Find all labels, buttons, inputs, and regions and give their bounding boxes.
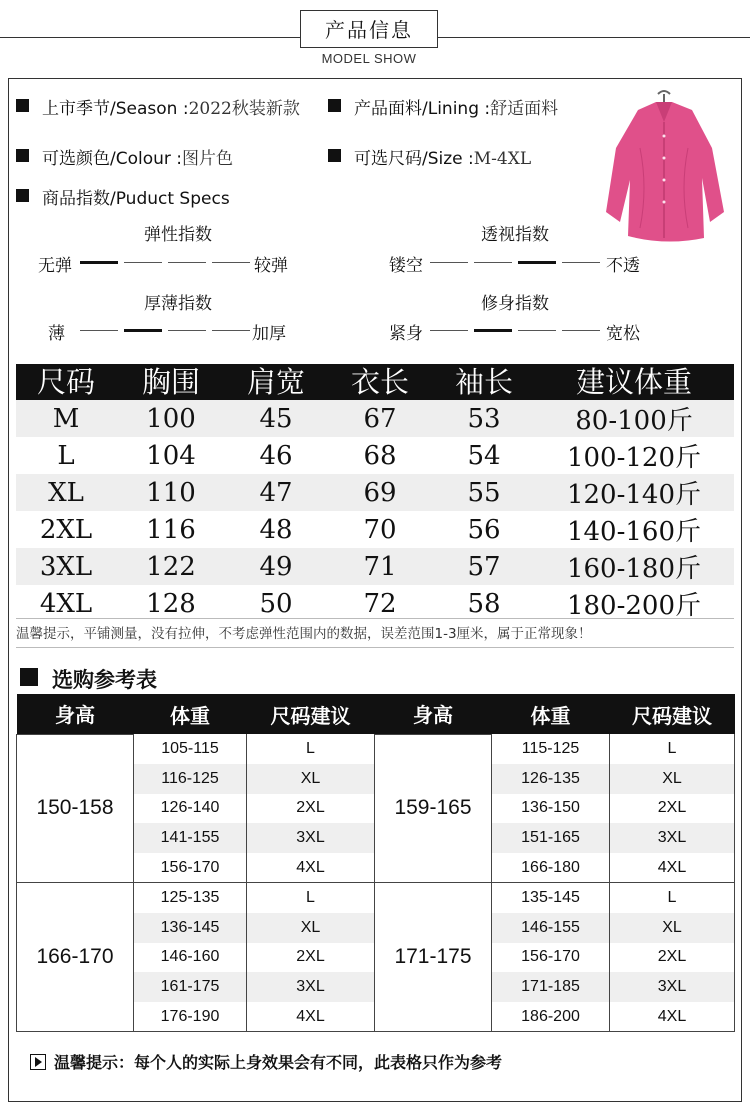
page-subtitle: MODEL SHOW	[321, 51, 417, 66]
lining-value: 舒适面料	[490, 99, 559, 119]
size-col-header: 衣长	[326, 364, 434, 400]
size-cell: 120-140斤	[534, 474, 734, 511]
height-range-cell: 159-165	[375, 734, 492, 883]
size-label: 可选尺码/Size :	[354, 149, 474, 169]
weight-cell: 126-140	[134, 794, 247, 824]
weight-cell: 115-125	[492, 734, 610, 764]
size-suggest-cell: 4XL	[247, 1002, 375, 1032]
size-cell: 67	[326, 400, 434, 437]
weight-cell: 135-145	[492, 883, 610, 913]
size-cell: 140-160斤	[566, 517, 702, 547]
size-cell: 46	[259, 440, 293, 471]
guide-table-header	[17, 694, 735, 734]
guide-col-header: 身高	[375, 694, 492, 734]
size-cell: 128	[146, 588, 196, 619]
size-cell: 55	[434, 474, 534, 511]
colour-label: 可选颜色/Colour :	[42, 149, 183, 169]
size-cell: 4XL	[39, 588, 93, 619]
size-col-header: 袖长	[434, 364, 534, 400]
size-info	[354, 144, 531, 169]
bullet-square	[20, 668, 38, 686]
scale-segment	[124, 329, 162, 332]
weight-cell: 126-135	[492, 764, 610, 794]
header-rule-right	[438, 37, 750, 38]
scale-segment	[518, 330, 556, 331]
size-suggest-cell: L	[610, 883, 735, 913]
scale-title: 修身指数	[481, 294, 549, 314]
guide-col-header: 身高	[17, 694, 134, 734]
scale-segment	[124, 262, 162, 263]
guide-col-header: 尺码建议	[247, 694, 375, 734]
specs-label: 商品指数/Puduct Specs	[42, 189, 230, 209]
scale-segment	[168, 262, 206, 263]
size-cell: 122	[116, 548, 226, 585]
scale-right-label: 宽松	[606, 324, 640, 344]
scale-right-label: 加厚	[252, 324, 286, 344]
size-cell: 58	[467, 588, 501, 619]
size-suggest-cell: XL	[610, 913, 735, 943]
size-cell: 53	[434, 400, 534, 437]
table-row	[16, 400, 734, 437]
size-cell: 50	[259, 588, 293, 619]
size-cell: 180-200斤	[566, 591, 702, 621]
size-cell: 49	[226, 548, 326, 585]
size-value: M-4XL	[473, 149, 532, 169]
weight-cell: 161-175	[134, 972, 247, 1002]
weight-cell: 171-185	[492, 972, 610, 1002]
weight-cell: 156-170	[492, 943, 610, 973]
size-cell: 2XL	[39, 514, 93, 545]
size-suggest-cell: 4XL	[610, 853, 735, 883]
season-value: 2022秋装新款	[188, 99, 300, 119]
weight-cell: 136-150	[492, 794, 610, 824]
size-cell: 70	[363, 514, 397, 545]
pink-shirt-image	[600, 88, 728, 248]
size-col-header: 肩宽	[226, 364, 326, 400]
scale-segment	[212, 330, 250, 331]
size-suggest-cell: 3XL	[247, 972, 375, 1002]
size-cell: M	[16, 400, 116, 437]
lining-info	[354, 94, 558, 119]
scale-segment	[430, 330, 468, 331]
size-cell: 57	[434, 548, 534, 585]
size-suggest-cell: 3XL	[247, 823, 375, 853]
size-cell: 100	[116, 400, 226, 437]
scale-segment	[562, 262, 600, 263]
scale-right-label: 不透	[606, 256, 640, 276]
size-cell: 116	[146, 514, 196, 545]
scale-title: 透视指数	[481, 225, 549, 245]
weight-cell: 146-155	[492, 913, 610, 943]
size-col-header: 建议体重	[534, 364, 734, 400]
height-range-cell: 150-158	[17, 734, 134, 883]
scale-segment	[80, 261, 118, 264]
weight-cell: 136-145	[134, 913, 247, 943]
bullet-square	[328, 149, 341, 162]
size-suggest-cell: XL	[247, 764, 375, 794]
table-row	[16, 437, 734, 474]
height-range-cell: 171-175	[375, 883, 492, 1032]
page-title: 产品信息	[325, 18, 413, 42]
reference-tip	[30, 1050, 502, 1073]
scale-left-label: 紧身	[389, 324, 423, 344]
size-suggest-cell: 3XL	[610, 823, 735, 853]
size-suggest-cell: 4XL	[247, 853, 375, 883]
season-info	[42, 94, 300, 119]
size-col-header: 尺码	[16, 364, 116, 400]
scale-segment	[168, 330, 206, 331]
size-table-header	[16, 364, 734, 400]
size-col-header: 胸围	[116, 364, 226, 400]
weight-cell: 186-200	[492, 1002, 610, 1032]
size-suggest-cell: 2XL	[610, 943, 735, 973]
size-cell: 3XL	[16, 548, 116, 585]
size-cell: 47	[226, 474, 326, 511]
size-cell: 104	[146, 440, 196, 471]
lining-label: 产品面料/Lining :	[354, 99, 491, 119]
table-row	[16, 585, 734, 622]
guide-col-header: 体重	[134, 694, 247, 734]
bullet-square	[16, 189, 29, 202]
bullet-square	[328, 99, 341, 112]
table-row	[16, 548, 734, 585]
size-suggest-cell: 3XL	[610, 972, 735, 1002]
size-suggest-cell: XL	[610, 764, 735, 794]
colour-info	[42, 144, 233, 169]
size-cell: 48	[259, 514, 293, 545]
size-cell: 100-120斤	[566, 443, 702, 473]
size-suggest-cell: XL	[247, 913, 375, 943]
size-cell: 56	[467, 514, 501, 545]
size-cell: 110	[116, 474, 226, 511]
guide-col-header: 体重	[492, 694, 610, 734]
scale-segment	[562, 330, 600, 331]
scale-segment	[430, 262, 468, 263]
scale-segment	[518, 261, 556, 264]
weight-cell: 116-125	[134, 764, 247, 794]
size-cell: 71	[326, 548, 434, 585]
weight-cell: 125-135	[134, 883, 247, 913]
size-suggest-cell: L	[247, 883, 375, 913]
bullet-square	[16, 149, 29, 162]
scale-title: 弹性指数	[144, 225, 212, 245]
season-label: 上市季节/Season :	[42, 99, 189, 119]
size-suggest-cell: 4XL	[610, 1002, 735, 1032]
header-rule-left	[0, 37, 300, 38]
table-row	[16, 474, 734, 511]
table-row	[17, 883, 735, 913]
size-cell: 45	[226, 400, 326, 437]
measure-note: 温馨提示，平铺测量，没有拉伸，不考虑弹性范围内的数据，误差范围1-3厘米，属于正常现象！	[16, 618, 734, 648]
size-cell: L	[57, 440, 75, 471]
size-suggest-cell: L	[247, 734, 375, 764]
scale-left-label: 无弹	[38, 256, 72, 276]
tip-text: 温馨提示：每个人的实际上身效果会有不同，此表格只作为参考	[54, 1053, 503, 1072]
scale-segment	[80, 330, 118, 331]
scale-right-label: 较弹	[254, 256, 288, 276]
size-table	[16, 364, 734, 622]
size-cell: 160-180斤	[534, 548, 734, 585]
size-suggest-cell: 2XL	[247, 794, 375, 824]
bullet-square	[16, 99, 29, 112]
play-icon	[30, 1054, 46, 1070]
size-cell: 69	[326, 474, 434, 511]
size-suggest-cell: L	[610, 734, 735, 764]
size-cell: XL	[16, 474, 116, 511]
size-suggest-cell: 2XL	[610, 794, 735, 824]
size-cell: 68	[363, 440, 397, 471]
guide-col-header: 尺码建议	[610, 694, 735, 734]
weight-cell: 141-155	[134, 823, 247, 853]
size-cell: 72	[363, 588, 397, 619]
size-suggest-cell: 2XL	[247, 943, 375, 973]
weight-cell: 105-115	[134, 734, 247, 764]
weight-cell: 176-190	[134, 1002, 247, 1032]
scale-left-label: 镂空	[389, 256, 423, 276]
scale-left-label: 薄	[48, 324, 65, 344]
scale-segment	[212, 262, 250, 263]
guide-title: 选购参考表	[52, 668, 157, 692]
scale-segment	[474, 329, 512, 332]
colour-value: 图片色	[182, 149, 234, 169]
table-row	[16, 511, 734, 548]
height-range-cell: 166-170	[17, 883, 134, 1032]
scale-title: 厚薄指数	[144, 294, 212, 314]
size-cell: 54	[467, 440, 501, 471]
size-guide-table	[16, 694, 735, 1032]
size-cell: 80-100斤	[534, 400, 734, 437]
scale-segment	[474, 262, 512, 263]
weight-cell: 166-180	[492, 853, 610, 883]
table-row	[17, 734, 735, 764]
weight-cell: 146-160	[134, 943, 247, 973]
weight-cell: 156-170	[134, 853, 247, 883]
weight-cell: 151-165	[492, 823, 610, 853]
